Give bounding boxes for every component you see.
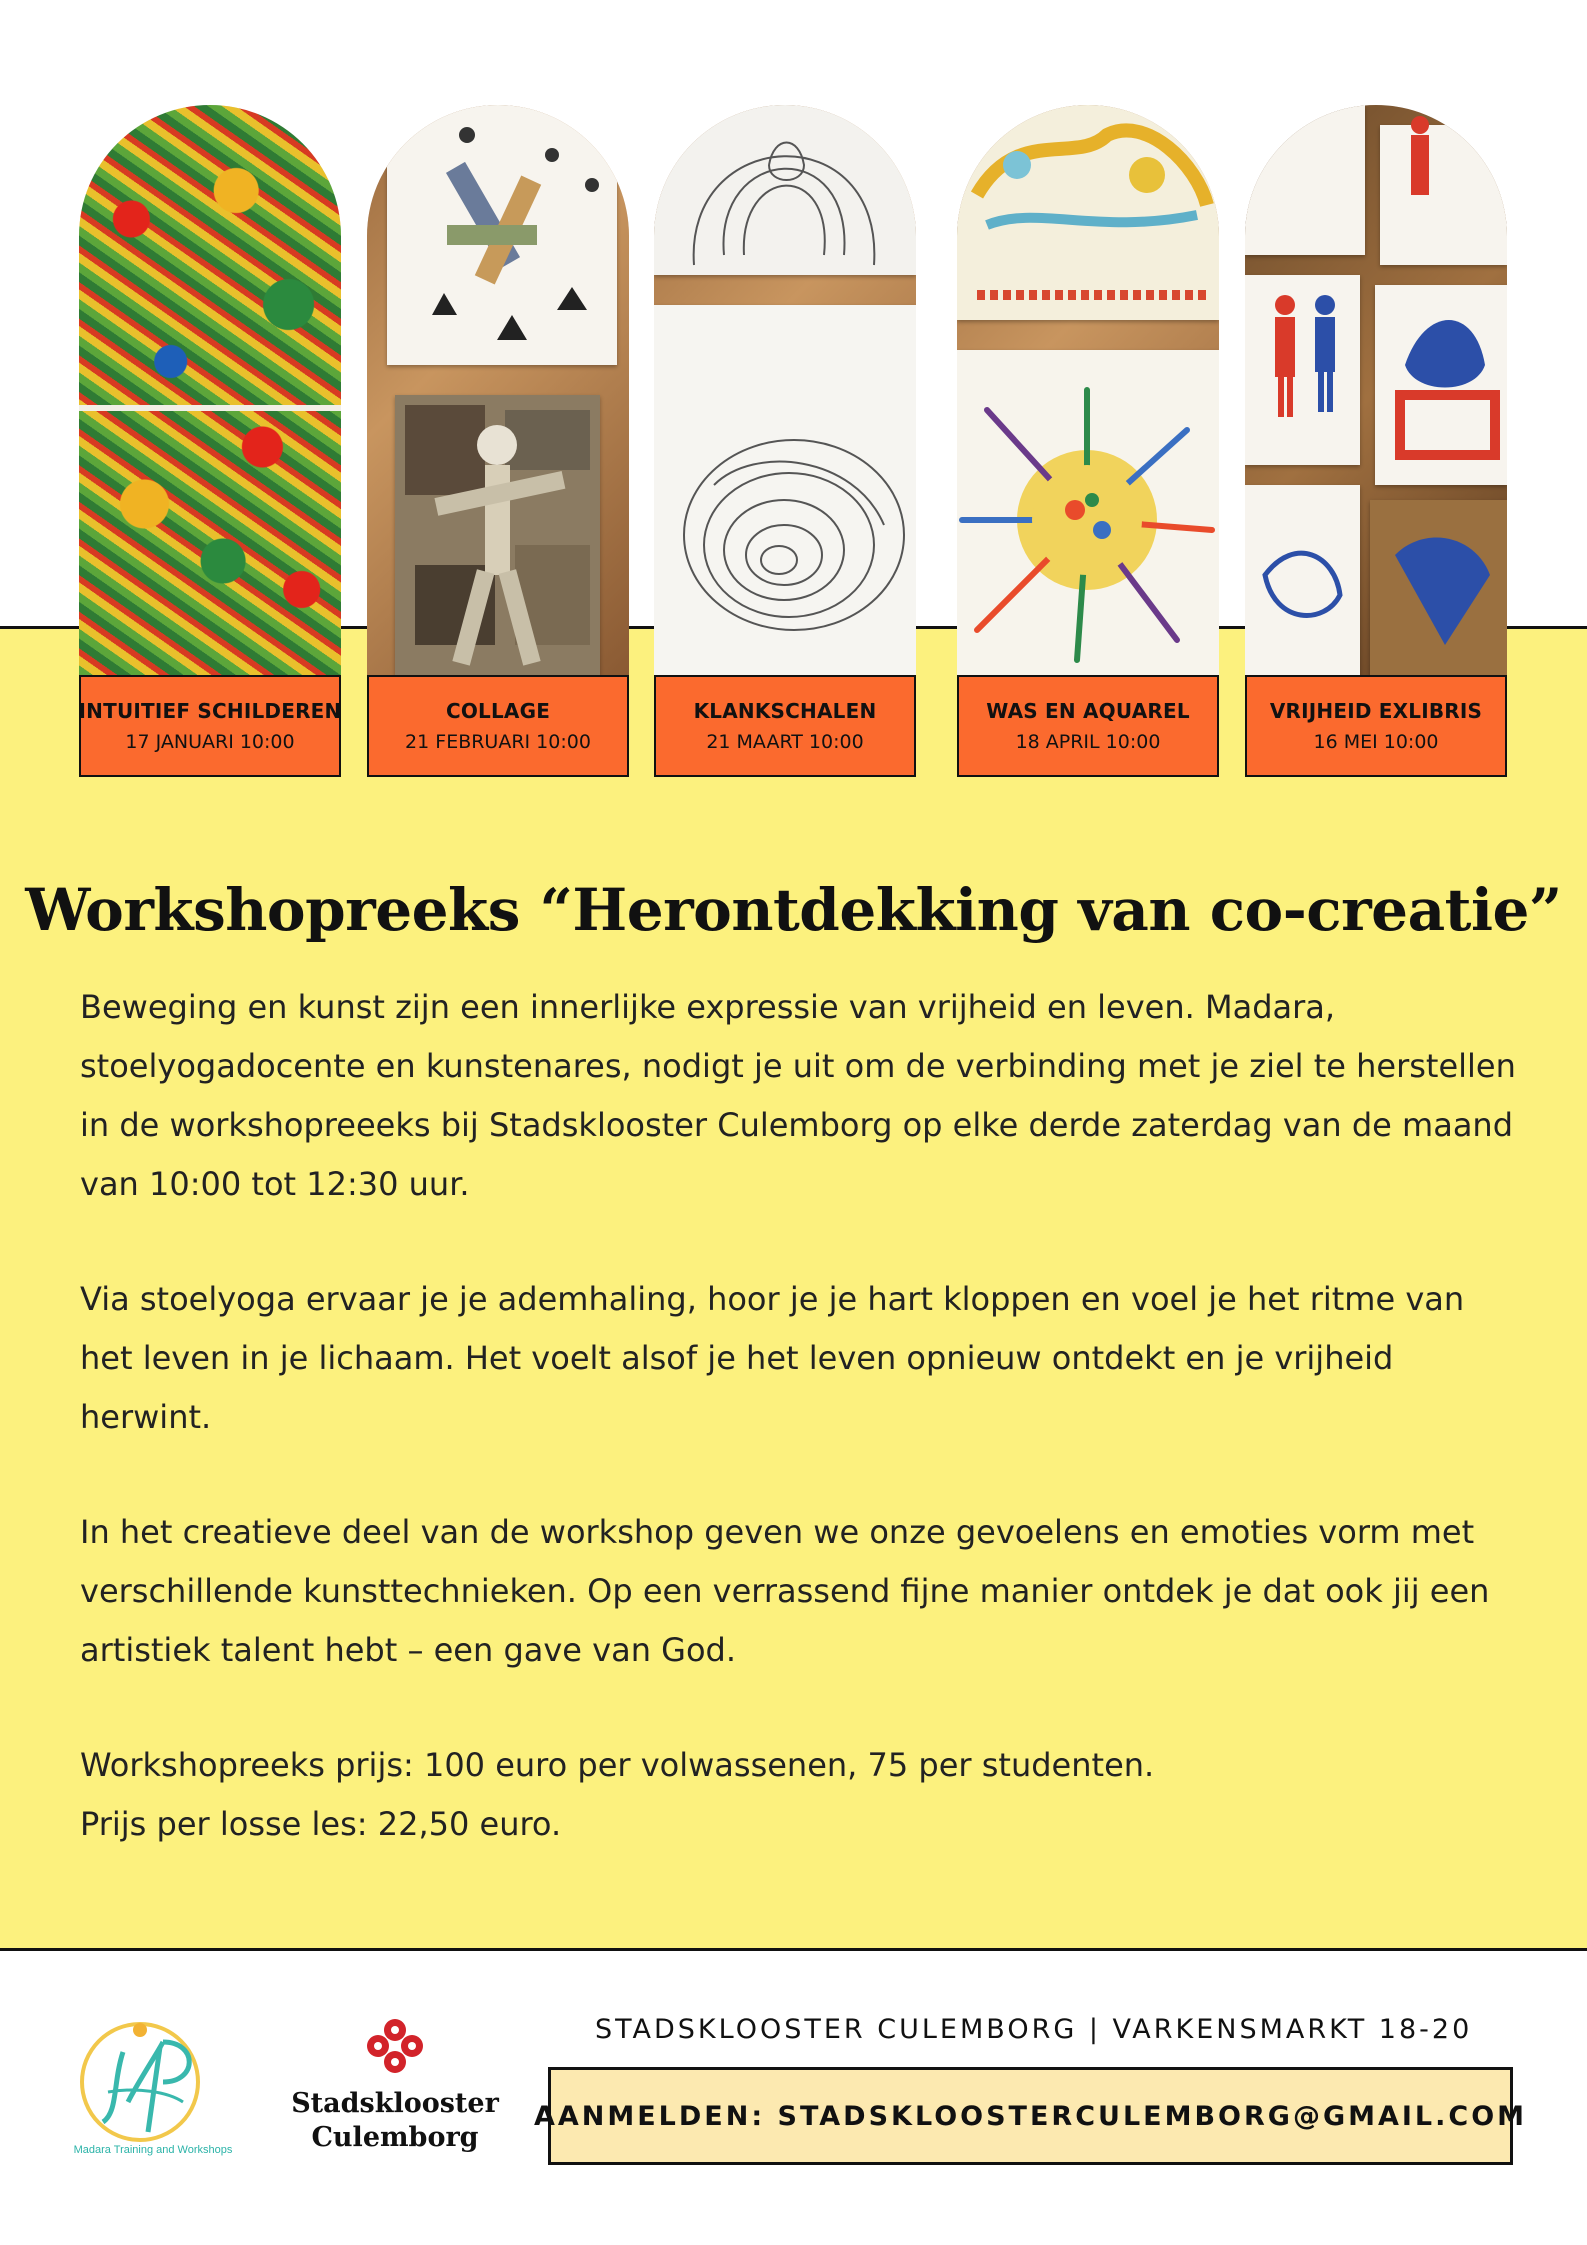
stadsklooster-logo [290,2018,500,2155]
workshop-label-5 [1245,675,1507,777]
exlibris-prints-image [1245,105,1507,675]
workshop-card-1 [78,105,342,753]
paragraph-intro: Beweging en kunst zijn een innerlijke expressie van vrijheid en leven. Madara, stoelyogadocente en kunstenares, nodigt je uit om de verbinding met je ziel te herstellen in de workshopreeeks bij Stadsklooster Culemborg op elke derde zaterdag van de maand van 10:00 tot 12:30 uur. [80,988,1516,1203]
workshop-date: 21 FEBRUARI 10:00 [405,731,591,753]
page-title: Workshopreeks “Herontdekking van co-creatie” [25,876,1562,944]
workshop-card-5 [1245,105,1507,753]
bottom-divider [0,1948,1587,1951]
workshop-label-3 [654,675,916,777]
workshop-date: 17 JANUARI 10:00 [125,731,295,753]
flower-cross-icon [365,2018,425,2074]
workshop-label-4 [957,675,1219,777]
workshop-card-4 [957,105,1219,753]
signup-box[interactable]: AANMELDEN: STADSKLOOSTERCULEMBORG@GMAIL.COM [548,2067,1513,2165]
sound-drawing-image [654,105,916,675]
price-single: Prijs per losse les: 22,50 euro. [80,1805,562,1843]
wax-watercolor-image [957,105,1219,675]
madara-logo-icon [68,2012,238,2142]
paragraph-stoelyoga: Via stoelyoga ervaar je je ademhaling, hoor je je hart kloppen en voel je het ritme van het leven in je lichaam. Het voelt alsof je het leven opnieuw ontdekt en je vrijheid herwint. [80,1280,1465,1436]
paragraph-creative: In het creatieve deel van de workshop geven we onze gevoelens en emoties vorm met verschillende kunsttechnieken. Op een verrassend fijne manier ontdek je dat ook jij een artistiek talent hebt – een gave van God. [80,1513,1490,1669]
workshop-title: VRIJHEID EXLIBRIS [1269,699,1483,723]
workshop-card-3 [654,105,916,753]
workshop-title: WAS EN AQUAREL [986,699,1190,723]
workshop-label-2 [367,675,629,777]
workshop-title: KLANKSCHALEN [693,699,877,723]
workshop-date: 16 MEI 10:00 [1313,731,1439,753]
workshop-label-1 [79,675,341,777]
workshop-title: INTUITIEF SCHILDEREN [78,699,342,723]
collage-image [367,105,629,675]
painting-image-1 [79,105,341,675]
madara-caption: Madara Training and Workshops [73,2144,233,2156]
stad-name-line-2: Culemborg [311,2122,479,2153]
workshop-title: COLLAGE [445,699,551,723]
stad-name-line-1: Stadsklooster [291,2088,499,2119]
workshop-date: 21 MAART 10:00 [706,731,864,753]
body-text [80,978,1520,1854]
price-series: Workshopreeks prijs: 100 euro per volwassenen, 75 per studenten. [80,1746,1155,1784]
madara-logo [68,2012,238,2162]
workshop-card-2 [367,105,629,753]
workshop-date: 18 APRIL 10:00 [1015,731,1161,753]
address-line: STADSKLOOSTER CULEMBORG | VARKENSMARKT 18-20 [595,2014,1473,2045]
